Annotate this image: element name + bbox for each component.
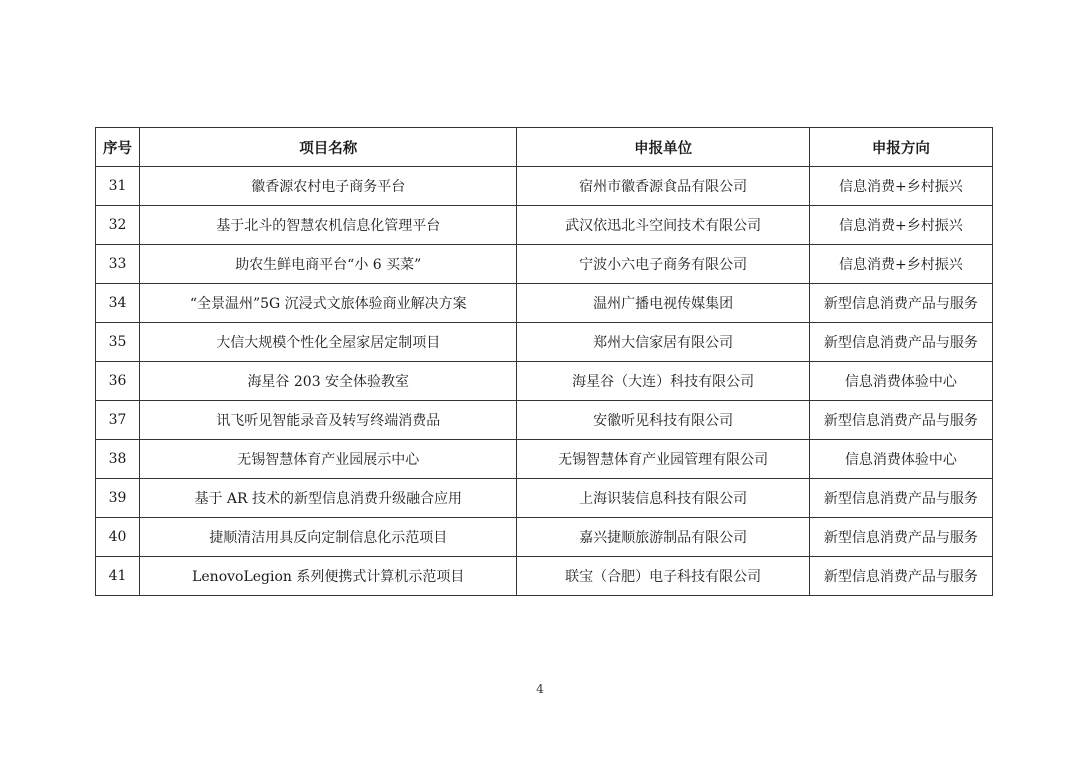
cell-direction: 新型信息消费产品与服务 bbox=[809, 323, 992, 362]
table-row bbox=[96, 479, 993, 518]
table-header bbox=[96, 128, 993, 167]
cell-unit: 郑州大信家居有限公司 bbox=[517, 323, 809, 362]
cell-direction: 新型信息消费产品与服务 bbox=[809, 401, 992, 440]
header-project-name: 项目名称 bbox=[140, 128, 517, 167]
cell-no: 40 bbox=[96, 518, 140, 557]
cell-project-name: 讯飞听见智能录音及转写终端消费品 bbox=[140, 401, 517, 440]
cell-direction: 新型信息消费产品与服务 bbox=[809, 479, 992, 518]
table-row bbox=[96, 440, 993, 479]
table-row bbox=[96, 401, 993, 440]
cell-project-name: 基于北斗的智慧农机信息化管理平台 bbox=[140, 206, 517, 245]
cell-unit: 宿州市徽香源食品有限公司 bbox=[517, 167, 809, 206]
cell-unit: 无锡智慧体育产业园管理有限公司 bbox=[517, 440, 809, 479]
project-table bbox=[95, 127, 993, 596]
cell-project-name: LenovoLegion 系列便携式计算机示范项目 bbox=[140, 557, 517, 596]
cell-unit: 温州广播电视传媒集团 bbox=[517, 284, 809, 323]
cell-direction: 信息消费体验中心 bbox=[809, 440, 992, 479]
cell-no: 38 bbox=[96, 440, 140, 479]
cell-unit: 联宝（合肥）电子科技有限公司 bbox=[517, 557, 809, 596]
cell-no: 36 bbox=[96, 362, 140, 401]
cell-project-name: 捷顺清洁用具反向定制信息化示范项目 bbox=[140, 518, 517, 557]
table-row bbox=[96, 245, 993, 284]
cell-project-name: 无锡智慧体育产业园展示中心 bbox=[140, 440, 517, 479]
cell-project-name: 大信大规模个性化全屋家居定制项目 bbox=[140, 323, 517, 362]
cell-no: 41 bbox=[96, 557, 140, 596]
cell-no: 34 bbox=[96, 284, 140, 323]
cell-unit: 安徽听见科技有限公司 bbox=[517, 401, 809, 440]
cell-no: 39 bbox=[96, 479, 140, 518]
cell-unit: 海星谷（大连）科技有限公司 bbox=[517, 362, 809, 401]
cell-direction: 新型信息消费产品与服务 bbox=[809, 518, 992, 557]
table-row bbox=[96, 362, 993, 401]
cell-project-name: 基于 AR 技术的新型信息消费升级融合应用 bbox=[140, 479, 517, 518]
cell-direction: 信息消费+乡村振兴 bbox=[809, 206, 992, 245]
cell-direction: 新型信息消费产品与服务 bbox=[809, 284, 992, 323]
cell-no: 37 bbox=[96, 401, 140, 440]
cell-direction: 信息消费+乡村振兴 bbox=[809, 167, 992, 206]
cell-project-name: “全景温州”5G 沉浸式文旅体验商业解决方案 bbox=[140, 284, 517, 323]
header-direction: 申报方向 bbox=[809, 128, 992, 167]
header-no: 序号 bbox=[96, 128, 140, 167]
header-row bbox=[96, 128, 993, 167]
header-unit: 申报单位 bbox=[517, 128, 809, 167]
cell-no: 33 bbox=[96, 245, 140, 284]
cell-unit: 上海识装信息科技有限公司 bbox=[517, 479, 809, 518]
cell-unit: 嘉兴捷顺旅游制品有限公司 bbox=[517, 518, 809, 557]
table-row bbox=[96, 206, 993, 245]
cell-project-name: 助农生鲜电商平台“小 6 买菜” bbox=[140, 245, 517, 284]
cell-no: 32 bbox=[96, 206, 140, 245]
cell-no: 35 bbox=[96, 323, 140, 362]
table-row bbox=[96, 557, 993, 596]
table-body bbox=[96, 167, 993, 596]
cell-project-name: 海星谷 203 安全体验教室 bbox=[140, 362, 517, 401]
cell-no: 31 bbox=[96, 167, 140, 206]
cell-direction: 信息消费体验中心 bbox=[809, 362, 992, 401]
table-row bbox=[96, 518, 993, 557]
table-row bbox=[96, 323, 993, 362]
table-row bbox=[96, 284, 993, 323]
cell-direction: 信息消费+乡村振兴 bbox=[809, 245, 992, 284]
table-row bbox=[96, 167, 993, 206]
cell-unit: 武汉依迅北斗空间技术有限公司 bbox=[517, 206, 809, 245]
cell-direction: 新型信息消费产品与服务 bbox=[809, 557, 992, 596]
cell-unit: 宁波小六电子商务有限公司 bbox=[517, 245, 809, 284]
cell-project-name: 徽香源农村电子商务平台 bbox=[140, 167, 517, 206]
page-number: 4 bbox=[536, 682, 544, 696]
